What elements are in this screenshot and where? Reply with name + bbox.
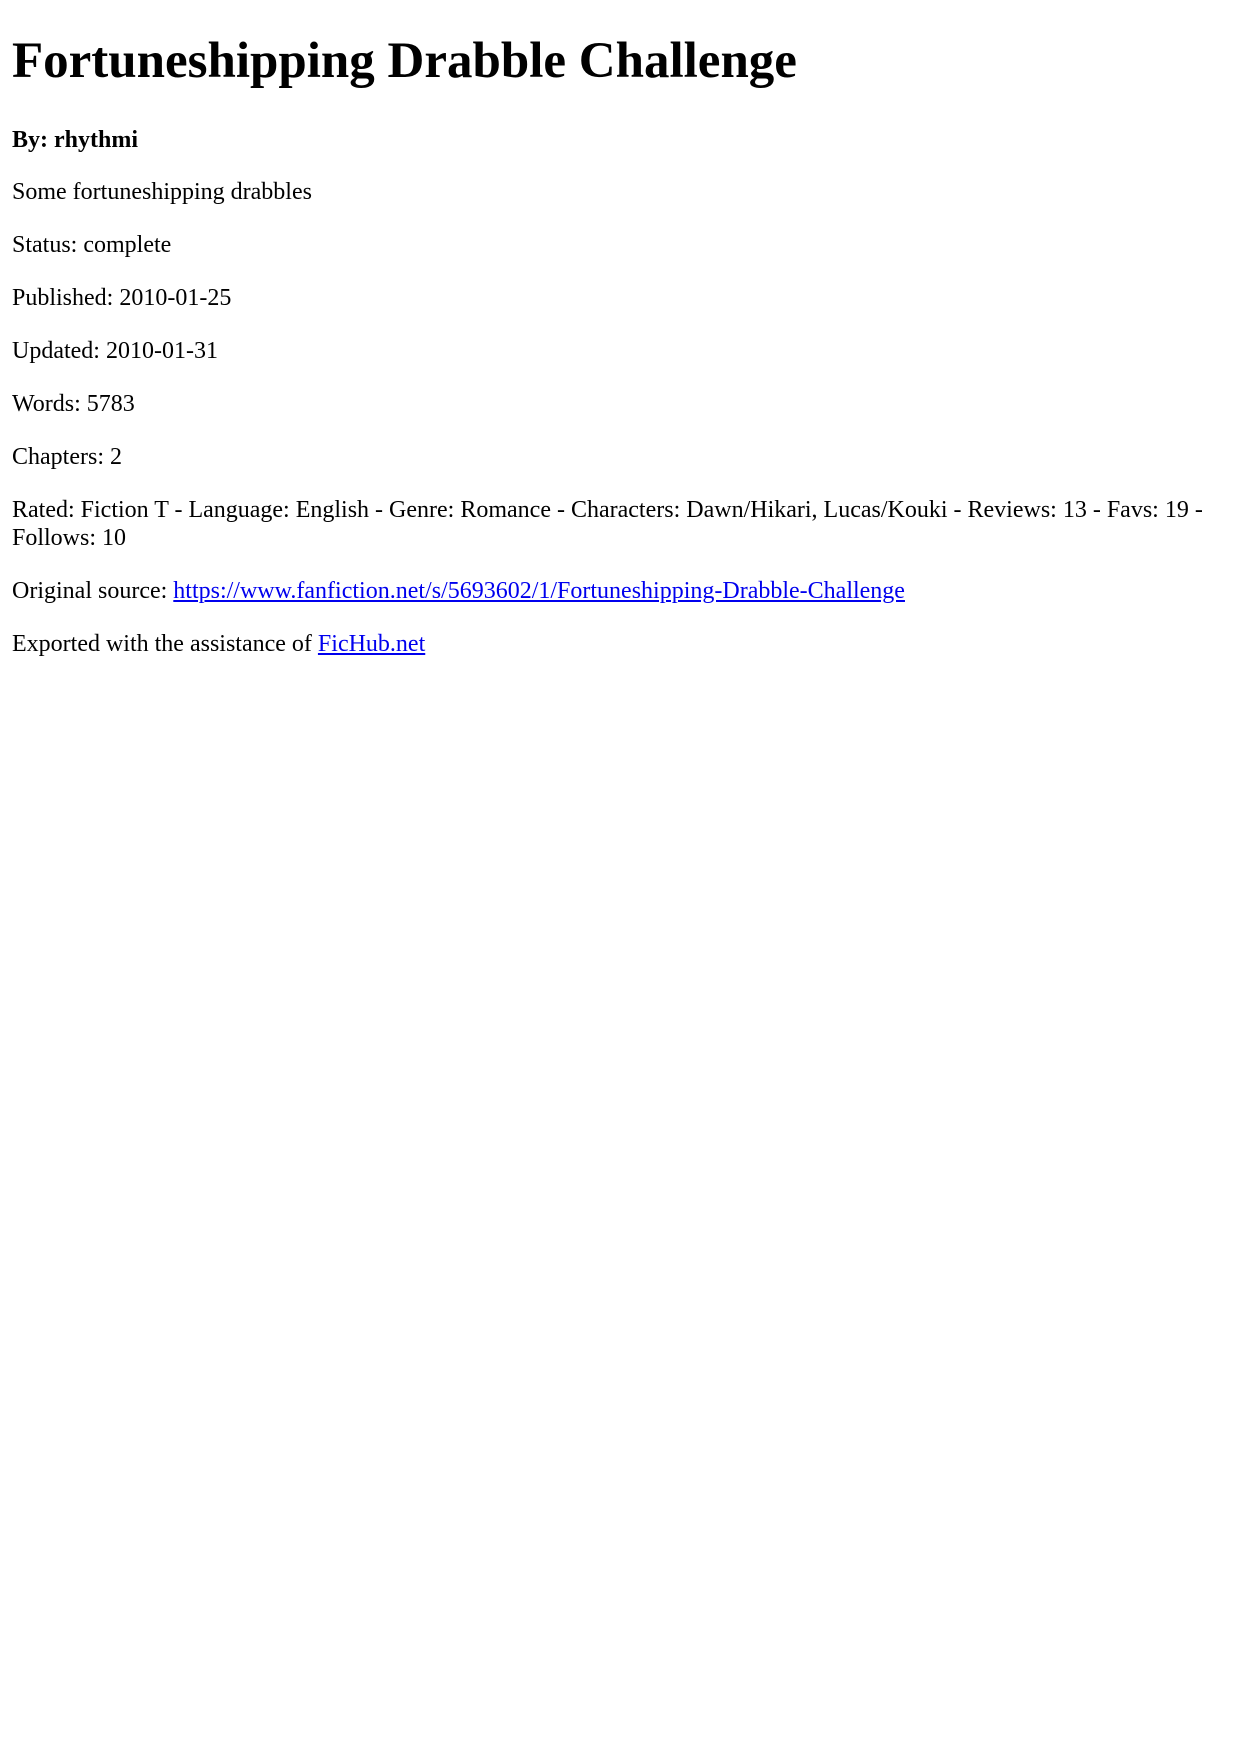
export-credit-label: Exported with the assistance of xyxy=(12,631,318,657)
story-status: Status: complete xyxy=(12,232,172,258)
original-source-link[interactable]: https://www.fanfiction.net/s/5693602/1/Fortuneshipping-Drabble-Challenge xyxy=(173,578,905,604)
word-count: Words: 5783 xyxy=(12,391,135,417)
export-credit-line xyxy=(12,630,1228,658)
fichub-link[interactable]: FicHub.net xyxy=(317,631,426,657)
story-title: Fortuneshipping Drabble Challenge xyxy=(12,33,797,89)
published-date: Published: 2010-01-25 xyxy=(12,285,232,311)
chapter-count: Chapters: 2 xyxy=(12,444,122,470)
original-source-label: Original source: xyxy=(12,578,174,604)
author-byline: By: rhythmi xyxy=(12,127,138,153)
updated-date: Updated: 2010-01-31 xyxy=(12,338,218,364)
story-info-page xyxy=(0,0,1240,658)
story-summary: Some fortuneshipping drabbles xyxy=(12,179,312,205)
rating-details: Rated: Fiction T - Language: English - Genre: Romance - Characters: Dawn/Hikari, Lucas/Kouki - Reviews: 13 - Favs: 19 - Follows: 10 xyxy=(12,497,1203,551)
original-source-line xyxy=(12,577,1228,605)
